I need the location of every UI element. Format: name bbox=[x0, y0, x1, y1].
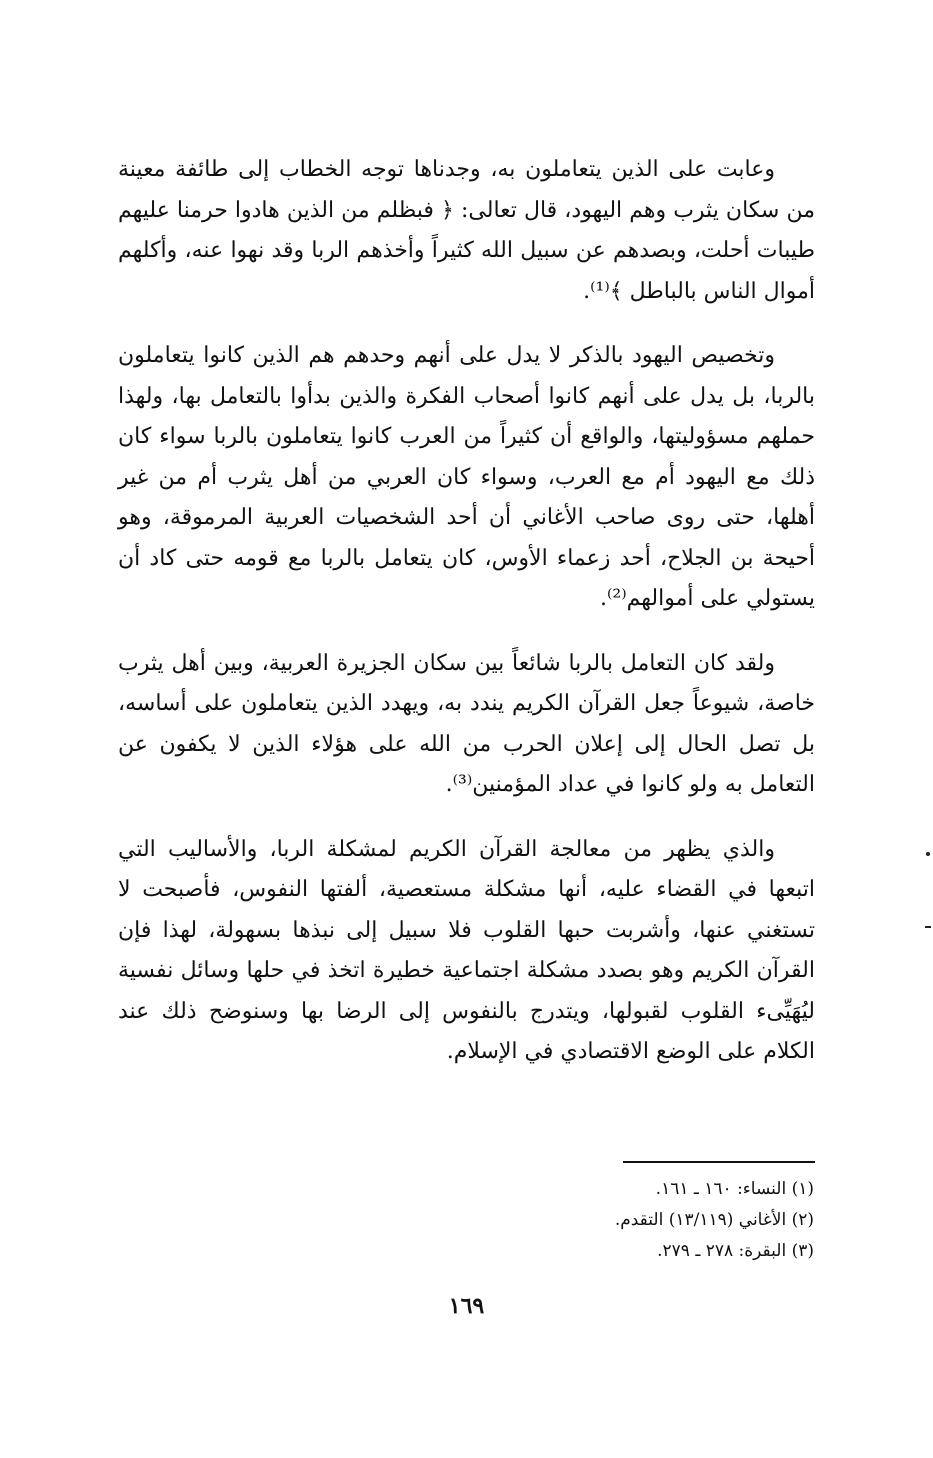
footnote-2: (٢) الأغاني (١٣/١١٩) التقدم. bbox=[614, 1210, 814, 1230]
footnote-1: (١) النساء: ١٦٠ ـ ١٦١. bbox=[655, 1179, 814, 1199]
footnote-divider bbox=[623, 1161, 815, 1163]
page-number: ١٦٩ bbox=[448, 1293, 485, 1319]
footnote-3: (٣) البقرة: ٢٧٨ ـ ٢٧٩. bbox=[657, 1241, 814, 1261]
body-text bbox=[118, 150, 815, 1073]
paragraph-2: وتخصيص اليهود بالذكر لا يدل على أنهم وحدهم هم الذين كانوا يتعاملون بالربا، بل يدل على أنهم كانوا أصحاب الفكرة والذين بدأوا بالتعامل بها، ولهذا حملهم مسؤوليتها، والواقع أن كثيراً من العرب كانوا يتعاملون بالربا سواء كان ذلك مع اليهود أم مع العرب، وسواء كان العربي من أهل يثرب أم من غير أهلها، حتى روى صاحب الأغاني أن أحد الشخصيات العربية المرموقة، وهو أحيحة بن الجلاح، أحد زعماء الأوس، كان يتعامل بالربا مع قومه حتى كاد أن يستولي على أموالهم⁽²⁾. bbox=[118, 343, 815, 611]
paragraph-3: ولقد كان التعامل بالربا شائعاً بين سكان الجزيرة العربية، وبين أهل يثرب خاصة، شيوعاً جعل القرآن الكريم يندد به، ويهدد الذين يتعاملون على أساسه، بل تصل الحال إلى إعلان الحرب من الله على هؤلاء الذين لا يكفون عن التعامل به ولو كانوا في عداد المؤمنين⁽³⁾. bbox=[118, 650, 815, 797]
paragraph-4: والذي يظهر من معالجة القرآن الكريم لمشكلة الربا، والأساليب التي اتبعها في القضاء عليه، أنها مشكلة مستعصية، ألفتها النفوس، فأصبحت لا تستغني عنها، وأشربت حبها القلوب فلا سبيل إلى نبذها بسهولة، لهذا فإن القرآن الكريم وهو بصدد مشكلة اجتماعية خطيرة اتخذ في حلها وسائل نفسية ليُهَيِّىء القلوب لقبولها، ويتدرج بالنفوس إلى الرضا بها وسنوضح ذلك عند الكلام على الوضع الاقتصادي في الإسلام. bbox=[118, 836, 816, 1064]
paragraph-1: وعابت على الذين يتعاملون به، وجدناها توجه الخطاب إلى طائفة معينة من سكان يثرب وهم اليهود، قال تعالى: ﴿ فبظلم من الذين هادوا حرمنا عليهم طيبات أحلت، وبصدهم عن سبيل الله كثيراً وأخذهم الربا وقد نهوا عنه، وأكلهم أموال الناس بالباطل ﴾⁽¹⁾. bbox=[118, 157, 815, 304]
scan-edge-mark bbox=[926, 852, 930, 856]
footnotes bbox=[400, 1174, 814, 1267]
scan-edge-mark bbox=[925, 926, 931, 928]
